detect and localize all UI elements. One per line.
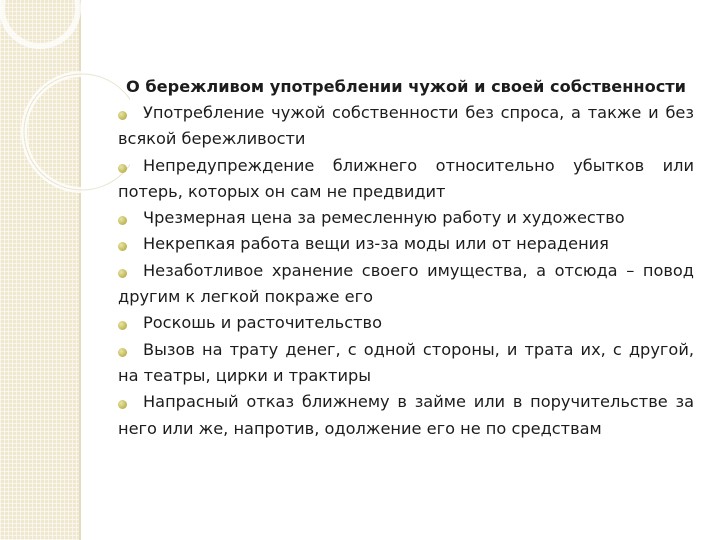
list-item-text: Чрезмерная цена за ремесленную работу и художество bbox=[143, 208, 625, 228]
list-item bbox=[118, 389, 694, 442]
bullet-icon bbox=[118, 164, 127, 173]
list-item-text: Роскошь и расточительство bbox=[143, 313, 382, 333]
bullet-icon bbox=[118, 348, 127, 357]
decorative-circles bbox=[0, 0, 130, 200]
bullet-icon bbox=[118, 400, 127, 409]
list-item bbox=[118, 231, 694, 257]
list-item-text: Вызов на трату денег, с одной стороны, и трата их, с другой, на театры, цирки и трактиры bbox=[118, 339, 694, 385]
list-item bbox=[118, 310, 694, 336]
bullet-icon bbox=[118, 269, 127, 278]
list-item-text: Некрепкая работа вещи из-за моды или от нерадения bbox=[143, 234, 609, 254]
list-item bbox=[118, 258, 694, 311]
list-item bbox=[118, 100, 694, 153]
list-item-text: Незаботливое хранение своего имущества, а отсюда – повод другим к легкой покраже его bbox=[118, 260, 694, 307]
list-item-text: Напрасный отказ ближнему в займе или в поручительстве за него или же, напротив, одолжение его не по средствам bbox=[118, 392, 694, 438]
list-item bbox=[118, 337, 694, 390]
bullet-icon bbox=[118, 216, 127, 225]
list-item bbox=[118, 205, 694, 231]
slide-title: О бережливом употреблении чужой и своей собственности bbox=[125, 77, 687, 96]
slide-content bbox=[118, 74, 694, 442]
list-item bbox=[118, 153, 694, 206]
bullet-icon bbox=[118, 321, 127, 330]
bullet-icon bbox=[118, 111, 127, 120]
bullet-icon bbox=[118, 242, 127, 251]
list-item-text: Непредупреждение ближнего относительно убытков или потерь, которых он сам не предвидит bbox=[118, 155, 694, 201]
list-item-text: Употребление чужой собственности без спроса, а также и без всякой бережливости bbox=[118, 103, 694, 149]
bullet-list bbox=[118, 100, 694, 442]
